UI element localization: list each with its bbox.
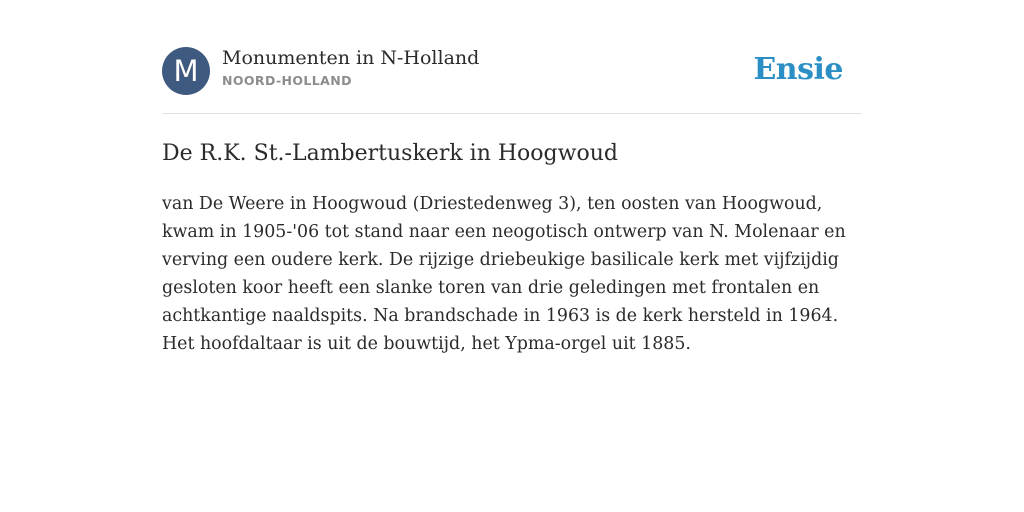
entry-card <box>162 46 862 358</box>
source-title[interactable]: Monumenten in N-Holland <box>222 47 480 69</box>
entry-header <box>162 46 862 114</box>
article-body: van De Weere in Hoogwoud (Driestedenweg 3), ten oosten van Hoogwoud, kwam in 1905-'06 tot stand naar een neogotisch ontwerp van N. Molenaar en verving een oudere kerk. De rijzige driebeukige basilicale kerk met vijfzijdig gesloten koor heeft een slanke toren van drie geledingen met frontalen en achtkantige naaldspits. Na brandschade in 1963 is de kerk hersteld in 1964. Het hoofdaltaar is uit de bouwtijd, het Ypma-orgel uit 1885. <box>162 194 846 354</box>
source-info <box>222 46 479 89</box>
article-title: De R.K. St.-Lambertuskerk in Hoogwoud <box>162 141 618 166</box>
brand-logo[interactable]: Ensie <box>753 52 843 87</box>
source-subtitle: NOORD-HOLLAND <box>222 73 352 88</box>
avatar[interactable]: M <box>162 47 210 95</box>
